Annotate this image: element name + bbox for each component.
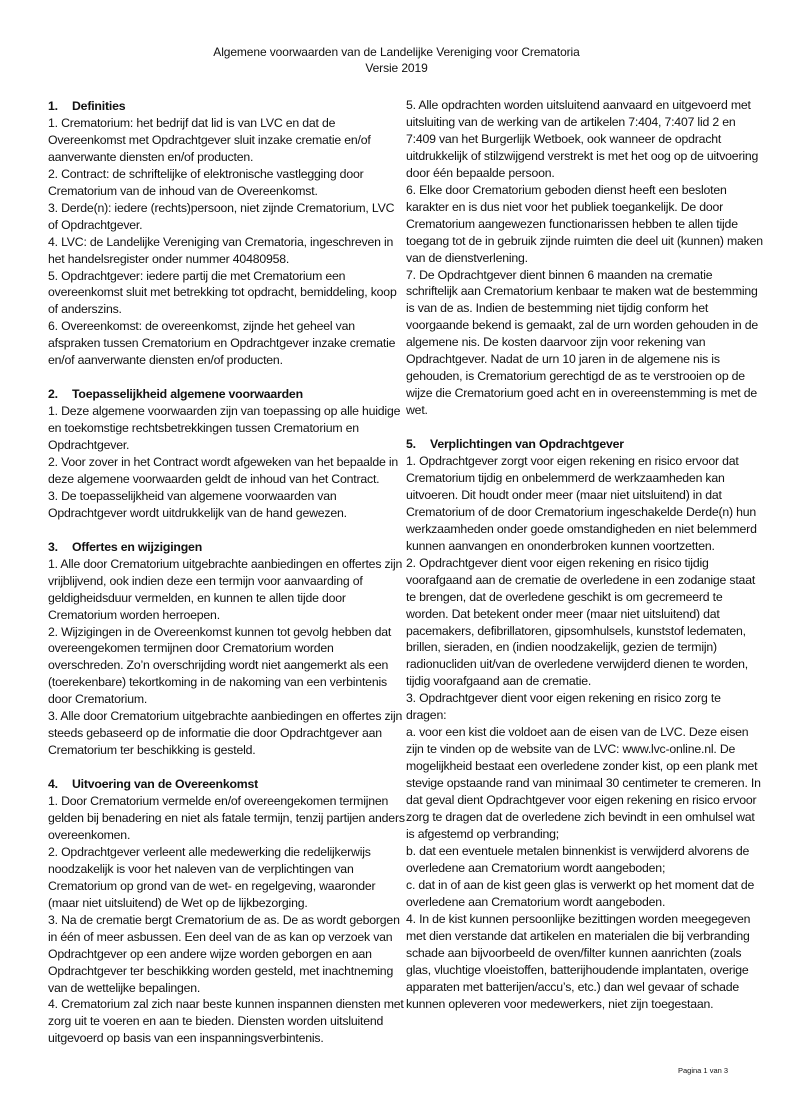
clause: 1. Deze algemene voorwaarden zijn van toepassing op alle huidige en toekomstige rechtsbetrekkingen tussen Crematorium en Opdrachtgever. [48, 404, 401, 453]
section-heading: 2. Toepasselijkheid algemene voorwaarden [48, 387, 303, 402]
clause: 6. Overeenkomst: de overeenkomst, zijnde het geheel van afspraken tussen Crematorium en Opdrachtgever inzake crematie en/of aanverwante diensten en/of producten. [48, 319, 396, 368]
clause: 4. Crematorium zal zich naar beste kunnen inspannen diensten met zorg uit te voeren en aan te bieden. Diensten worden uitsluitend uitgevoerd op basis van een inspanningsverbintenis. [48, 997, 404, 1046]
clause: 7. De Opdrachtgever dient binnen 6 maanden na crematie schriftelijk aan Crematorium kenbaar te maken wat de bestemming is van de as. Indien de bestemming niet tijdig conform het voorgaande bekend is gemaakt, zal de urn worden gehouden in de algemene nis. De kosten daarvoor zijn voor rekening van Opdrachtgever. Nadat de urn 10 jaren in de algemene nis is gehouden, is Crematorium gerechtigd de as te verstrooien op de wijze die Crematorium goed acht en in overeenstemming is met de wet. [406, 267, 758, 418]
document-title: Algemene voorwaarden van de Landelijke Vereniging voor Crematoria [213, 45, 580, 59]
clause: 4. In de kist kunnen persoonlijke bezittingen worden meegegeven met dien verstande dat artikelen en materialen die bij verbranding schade aan bijvoorbeeld de oven/filter kunnen aanrichten (zoals glas, vluchtige vloeistoffen, batterijhoudende implantaten, overige apparaten met batterijen/accu’s, etc.) dan wel gevaar of schade kunnen opleveren voor medewerkers, niet zijn toegestaan. [406, 911, 751, 1011]
section-heading: 1. Definities [48, 99, 126, 113]
left-column [48, 98, 406, 1064]
clause: 2. Contract: de schriftelijke of elektronische vastlegging door Crematorium van de inhoud van de Overeenkomst. [48, 166, 364, 198]
clause: 5. Opdrachtgever: iedere partij die met Crematorium een overeenkomst sluit met betrekking tot opdracht, bemiddeling, koop of anderszins. [48, 268, 397, 317]
clause: 3. Derde(n): iedere (rechts)persoon, niet zijnde Crematorium, LVC of Opdrachtgever. [48, 200, 395, 232]
clause: 2. Opdrachtgever dient voor eigen rekening en risico tijdig voorafgaand aan de crematie de overledene in een zodanige staat te brengen, dat de overledene geschikt is om gecremeerd te worden. Dat betekent onder meer (maar niet uitsluitend) dat pacemakers, defibrillatoren, gipsomhulsels, kunststof ledematen, brillen, sieraden, en (indien noodzakelijk, gezien de termijn) radionucliden uit/van de overledene verwijderd dienen te worden, tijdig voorafgaand aan de crematie. [406, 555, 756, 689]
section-heading: 4. Uitvoering van de Overeenkomst [48, 777, 259, 792]
clause: c. dat in of aan de kist geen glas is verwerkt op het moment dat de overledene aan Crematorium wordt aangeboden. [406, 877, 755, 909]
section-uitvoering-continued [406, 97, 764, 419]
clause: 3. Opdrachtgever dient voor eigen rekening en risico zorg te dragen: [406, 691, 721, 723]
document-header [0, 44, 793, 76]
section-definities [48, 98, 406, 369]
clause: b. dat een eventuele metalen binnenkist is verwijderd alvorens de overledene aan Crematorium wordt aangeboden; [406, 843, 750, 875]
section-heading: 5. Verplichtingen van Opdrachtgever [406, 437, 624, 452]
clause: 1. Alle door Crematorium uitgebrachte aanbiedingen en offertes zijn vrijblijvend, ook indien deze een termijn voor aanvaarding of geldigheidsduur vermelden, en kunnen te allen tijde door Crematorium worden herroepen. [48, 556, 403, 622]
section-toepasselijkheid [48, 386, 406, 522]
clause: 4. LVC: de Landelijke Vereniging van Crematoria, ingeschreven in het handelsregister onder nummer 40480958. [48, 234, 394, 266]
page-number: Pagina 1 van 3 [678, 1066, 729, 1075]
clause: 2. Opdrachtgever verleent alle medewerking die redelijkerwijs noodzakelijk is voor het naleven van de verplichtingen van Crematorium op grond van de wet- en regelgeving, waaronder (maar niet uitsluitend) de Wet op de lijkbezorging. [48, 844, 376, 910]
clause: 3. Alle door Crematorium uitgebrachte aanbiedingen en offertes zijn steeds gebaseerd op de informatie die door Opdrachtgever aan Crematorium ter beschikking is gesteld. [48, 709, 403, 758]
clause: 2. Voor zover in het Contract wordt afgeweken van het bepaalde in deze algemene voorwaarden geldt de inhoud van het Contract. [48, 455, 398, 486]
clause: 2. Wijzigingen in de Overeenkomst kunnen tot gevolg hebben dat overeengekomen termijnen door Crematorium worden overschreden. Zo’n overschrijding wordt niet aangemerkt als een (toerekenbare) tekortkoming in de nakoming van een verbintenis door Crematorium. [48, 624, 392, 707]
clause: 1. Opdrachtgever zorgt voor eigen rekening en risico ervoor dat Crematorium tijdig en onbelemmerd de werkzaamheden kan uitvoeren. Dit houdt onder meer (maar niet uitsluitend) in dat Crematorium of de door Crematorium ingeschakelde Derde(n) hun werkzaamheden onder goede omstandigheden en niet belemmerd kunnen aanvangen en ononderbroken kunnen voortzetten. [406, 454, 757, 553]
section-verplichtingen [406, 436, 764, 1012]
clause: a. voor een kist die voldoet aan de eisen van de LVC. Deze eisen zijn te vinden op de website van de LVC: www.lvc-online.nl. De mogelijkheid bestaat een overledene zonder kist, op een plank met stevige opstaande rand van minimaal 30 centimeter te cremeren. In dat geval dient Opdrachtgever voor eigen rekening en risico ervoor zorg te dragen dat de overledene zich bevindt in een omhulsel wat is afgestemd op verbranding; [406, 725, 761, 841]
document-version: Versie 2019 [365, 61, 428, 75]
section-uitvoering [48, 776, 406, 1047]
section-offertes [48, 539, 406, 759]
right-column [406, 97, 764, 1029]
clause: 6. Elke door Crematorium geboden dienst heeft een besloten karakter en is dus niet voor het publiek toegankelijk. De door Crematorium aangewezen functionarissen hebben te allen tijde toegang tot de in gebruik zijnde ruimten die deel uit (kunnen) maken van de dienstverlening. [406, 182, 763, 265]
section-heading: 3. Offertes en wijzigingen [48, 539, 202, 554]
clause: 1. Door Crematorium vermelde en/of overeengekomen termijnen gelden bij benadering en niet als fatale termijn, tenzij partijen anders overeenkomen. [48, 794, 405, 842]
clause: 3. Na de crematie bergt Crematorium de as. De as wordt geborgen in één of meer asbussen. Een deel van de as kan op verzoek van Opdrachtgever op een andere wijze worden geborgen en aan Opdrachtgever ter beschikking worden gesteld, met inachtneming van de wettelijke bepalingen. [48, 912, 400, 995]
clause: 1. Crematorium: het bedrijf dat lid is van LVC en dat de Overeenkomst met Opdrachtgever sluit inzake crematie en/of aanverwante diensten en/of producten. [48, 115, 371, 164]
clause: 5. Alle opdrachten worden uitsluitend aanvaard en uitgevoerd met uitsluiting van de werking van de artikelen 7:404, 7:407 lid 2 en 7:409 van het Burgerlijk Wetboek, ook wanneer de opdracht uitdrukkelijk of stilzwijgend verstrekt is met het oog op de uitvoering door één bepaalde persoon. [406, 98, 759, 180]
clause: 3. De toepasselijkheid van algemene voorwaarden van Opdrachtgever wordt uitdrukkelijk van de hand gewezen. [48, 488, 347, 520]
